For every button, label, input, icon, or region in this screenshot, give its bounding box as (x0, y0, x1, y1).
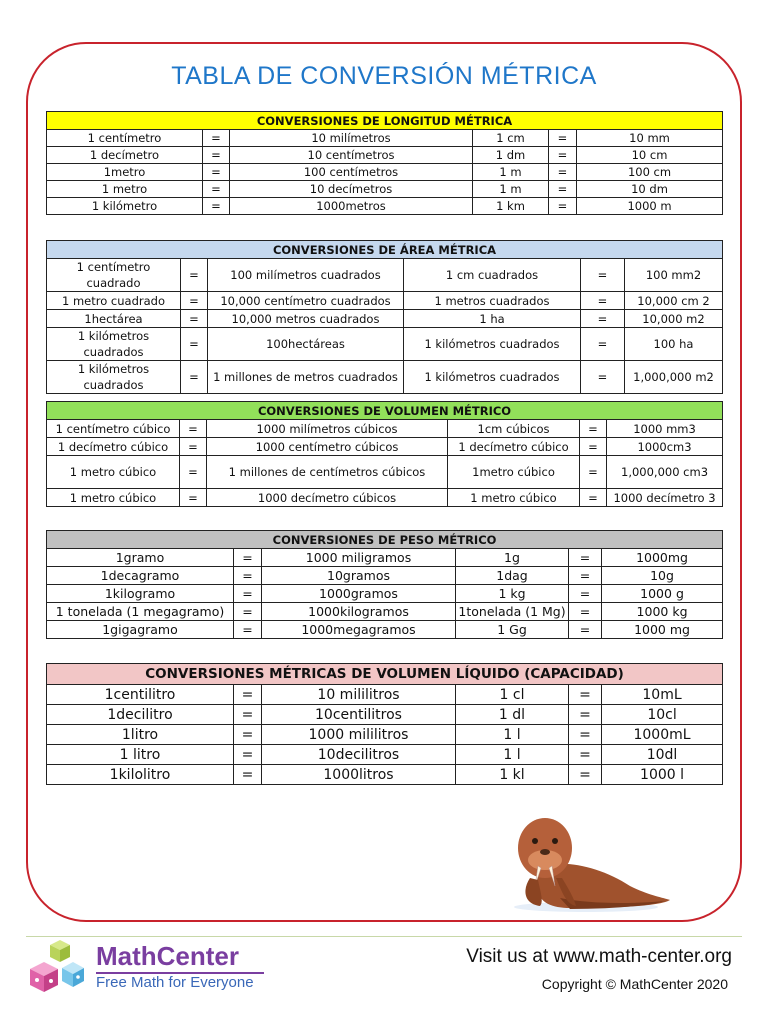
table-cell: 1,000,000 m2 (625, 361, 723, 394)
table-cell: 1litro (47, 725, 234, 745)
table-cell: = (234, 705, 262, 725)
table-row (47, 420, 723, 438)
table-cell: 10 cm (577, 147, 723, 164)
table-cell: = (569, 567, 602, 585)
table-cell: 100 milímetros cuadrados (208, 259, 404, 292)
table-cell: 1dag (456, 567, 569, 585)
weight-table (46, 530, 723, 639)
table-cell: = (234, 621, 262, 639)
table-cell: = (581, 292, 625, 310)
table-cell: 1,000,000 cm3 (607, 456, 723, 489)
table-cell: 1tonelada (1 Mg) (456, 603, 569, 621)
table-cell: = (580, 489, 607, 507)
table-row (47, 685, 723, 705)
footer-divider (26, 936, 742, 937)
table-cell: 1kilogramo (47, 585, 234, 603)
table-cell: 1 decímetro (47, 147, 203, 164)
table-cell: 1 millones de metros cuadrados (208, 361, 404, 394)
table-cell: 1000 mm3 (607, 420, 723, 438)
table-cell: 1 metro (47, 181, 203, 198)
table-cell: = (203, 130, 230, 147)
table-cell: = (569, 765, 602, 785)
table-cell: 1 metros cuadrados (404, 292, 581, 310)
table-row (47, 147, 723, 164)
table-cell: 1g (456, 549, 569, 567)
table-cell: 1000megagramos (262, 621, 456, 639)
table-cell: 1000 miligramos (262, 549, 456, 567)
table-cell: 1000litros (262, 765, 456, 785)
table-row (47, 567, 723, 585)
table-cell: 1 centímetro cúbico (47, 420, 180, 438)
table-row (47, 705, 723, 725)
table-row (47, 549, 723, 567)
table-cell: 1000 kg (602, 603, 723, 621)
table-cell: 1000kilogramos (262, 603, 456, 621)
table-cell: 100 centímetros (230, 164, 473, 181)
table-cell: = (581, 328, 625, 361)
table-cell: 1metro (47, 164, 203, 181)
table-cell: 10 mililitros (262, 685, 456, 705)
table-cell: 100 mm2 (625, 259, 723, 292)
table-cell: 1000 mililitros (262, 725, 456, 745)
table-cell: = (180, 456, 207, 489)
table-row (47, 310, 723, 328)
table-cell: 10 decímetros (230, 181, 473, 198)
table-cell: = (181, 292, 208, 310)
table-cell: = (549, 198, 577, 215)
dice-cubes-logo (28, 938, 88, 996)
table-row (47, 765, 723, 785)
table-cell: 1 dl (456, 705, 569, 725)
table-cell: 1 kilómetros cuadrados (47, 361, 181, 394)
page-title: TABLA DE CONVERSIÓN MÉTRICA (171, 62, 597, 90)
table-cell: = (569, 603, 602, 621)
table-cell: 1000 g (602, 585, 723, 603)
table-cell: 1decagramo (47, 567, 234, 585)
table-cell: = (181, 310, 208, 328)
table-cell: 1 metro cúbico (47, 456, 180, 489)
table-cell: = (580, 456, 607, 489)
table-cell: 1 kilómetros cuadrados (404, 361, 581, 394)
table-cell: 1 Gg (456, 621, 569, 639)
table-cell: 10 dm (577, 181, 723, 198)
table-cell: 1000mg (602, 549, 723, 567)
table-row (47, 456, 723, 489)
table-cell: = (581, 310, 625, 328)
table-cell: 100 ha (625, 328, 723, 361)
table-cell: = (181, 328, 208, 361)
table-cell: 1 cl (456, 685, 569, 705)
table-cell: = (234, 745, 262, 765)
table-cell: 1000 decímetro 3 (607, 489, 723, 507)
table-cell: 1000metros (230, 198, 473, 215)
table-cell: 10,000 metros cuadrados (208, 310, 404, 328)
table-cell: 1kilolitro (47, 765, 234, 785)
liquid-table-header: CONVERSIONES MÉTRICAS DE VOLUMEN LÍQUIDO (CAPACIDAD) (47, 664, 723, 685)
table-cell: = (569, 705, 602, 725)
table-row (47, 603, 723, 621)
table-cell: 1 dm (473, 147, 549, 164)
table-cell: = (203, 198, 230, 215)
length-table-header: CONVERSIONES DE LONGITUD MÉTRICA (47, 112, 723, 130)
table-cell: 1 l (456, 725, 569, 745)
table-row (47, 181, 723, 198)
table-cell: 1 m (473, 164, 549, 181)
table-cell: 100hectáreas (208, 328, 404, 361)
table-cell: = (181, 361, 208, 394)
table-cell: = (549, 181, 577, 198)
table-cell: 1 cm cuadrados (404, 259, 581, 292)
table-row (47, 585, 723, 603)
table-cell: = (203, 164, 230, 181)
table-cell: 1 centímetro cuadrado (47, 259, 181, 292)
table-cell: 10gramos (262, 567, 456, 585)
table-cell: = (234, 603, 262, 621)
table-cell: 10 mm (577, 130, 723, 147)
table-row (47, 259, 723, 292)
table-cell: = (581, 361, 625, 394)
table-row (47, 745, 723, 765)
brand-name: MathCenter (96, 941, 240, 971)
table-cell: 10cl (602, 705, 723, 725)
table-cell: 1000gramos (262, 585, 456, 603)
table-cell: 1 cm (473, 130, 549, 147)
length-table (46, 111, 723, 215)
table-cell: 1 km (473, 198, 549, 215)
table-cell: = (234, 725, 262, 745)
table-cell: 1000 mg (602, 621, 723, 639)
table-cell: = (203, 181, 230, 198)
table-cell: 10,000 m2 (625, 310, 723, 328)
area-table (46, 240, 723, 394)
table-cell: = (181, 259, 208, 292)
table-cell: = (180, 438, 207, 456)
table-cell: = (581, 259, 625, 292)
table-cell: = (549, 147, 577, 164)
table-cell: = (234, 567, 262, 585)
table-row (47, 361, 723, 394)
table-row (47, 489, 723, 507)
table-cell: 1gramo (47, 549, 234, 567)
table-cell: = (234, 585, 262, 603)
table-row (47, 198, 723, 215)
table-cell: 1hectárea (47, 310, 181, 328)
table-cell: 10dl (602, 745, 723, 765)
table-cell: 1metro cúbico (448, 456, 580, 489)
table-row (47, 164, 723, 181)
table-row (47, 621, 723, 639)
table-cell: 1 tonelada (1 megagramo) (47, 603, 234, 621)
table-cell: 1decilitro (47, 705, 234, 725)
table-cell: = (569, 621, 602, 639)
volume-table (46, 401, 723, 507)
table-cell: = (549, 130, 577, 147)
brand-tagline: Free Math for Everyone (96, 974, 254, 991)
table-cell: = (549, 164, 577, 181)
table-cell: = (569, 585, 602, 603)
area-table-header: CONVERSIONES DE ÁREA MÉTRICA (47, 241, 723, 259)
volume-table-header: CONVERSIONES DE VOLUMEN MÉTRICO (47, 402, 723, 420)
table-row (47, 130, 723, 147)
table-cell: 1000 l (602, 765, 723, 785)
table-cell: 1cm cúbicos (448, 420, 580, 438)
table-cell: = (580, 420, 607, 438)
table-cell: 1000 centímetro cúbicos (207, 438, 448, 456)
table-cell: 10,000 centímetro cuadrados (208, 292, 404, 310)
table-cell: 1000mL (602, 725, 723, 745)
table-row (47, 328, 723, 361)
table-cell: = (234, 549, 262, 567)
table-cell: 1 kg (456, 585, 569, 603)
table-cell: = (180, 489, 207, 507)
table-cell: = (569, 685, 602, 705)
walrus-illustration (500, 808, 672, 912)
table-cell: 10decilitros (262, 745, 456, 765)
table-cell: 1 metro cúbico (448, 489, 580, 507)
table-cell: 1 metro cúbico (47, 489, 180, 507)
table-cell: 1gigagramo (47, 621, 234, 639)
table-cell: = (569, 725, 602, 745)
table-cell: 1 decímetro cúbico (47, 438, 180, 456)
table-cell: 1 decímetro cúbico (448, 438, 580, 456)
table-cell: 100 cm (577, 164, 723, 181)
table-cell: 1 kilómetros cuadrados (47, 328, 181, 361)
table-cell: 1 m (473, 181, 549, 198)
table-cell: 1 kl (456, 765, 569, 785)
table-cell: 10 milímetros (230, 130, 473, 147)
table-cell: 10mL (602, 685, 723, 705)
table-cell: = (580, 438, 607, 456)
weight-table-header: CONVERSIONES DE PESO MÉTRICO (47, 531, 723, 549)
table-cell: = (234, 765, 262, 785)
table-cell: 10g (602, 567, 723, 585)
table-cell: 10,000 cm 2 (625, 292, 723, 310)
table-cell: 1000 decímetro cúbicos (207, 489, 448, 507)
table-cell: 1centilitro (47, 685, 234, 705)
table-cell: 1 metro cuadrado (47, 292, 181, 310)
table-cell: = (203, 147, 230, 164)
table-cell: 10 centímetros (230, 147, 473, 164)
table-cell: 10centilitros (262, 705, 456, 725)
table-cell: 1000 milímetros cúbicos (207, 420, 448, 438)
table-cell: 1 millones de centímetros cúbicos (207, 456, 448, 489)
table-cell: 1 l (456, 745, 569, 765)
table-row (47, 438, 723, 456)
table-cell: 1000 m (577, 198, 723, 215)
table-cell: 1 ha (404, 310, 581, 328)
liquid-table (46, 663, 723, 785)
table-cell: 1 litro (47, 745, 234, 765)
table-cell: 1000cm3 (607, 438, 723, 456)
table-cell: 1 centímetro (47, 130, 203, 147)
table-cell: = (234, 685, 262, 705)
copyright-notice: Copyright © MathCenter 2020 (541, 976, 728, 992)
table-cell: 1 kilómetro (47, 198, 203, 215)
table-cell: 1 kilómetros cuadrados (404, 328, 581, 361)
table-row (47, 725, 723, 745)
table-row (47, 292, 723, 310)
table-cell: = (569, 549, 602, 567)
table-cell: = (180, 420, 207, 438)
visit-link[interactable]: Visit us at www.math-center.org (466, 946, 732, 967)
table-cell: = (569, 745, 602, 765)
